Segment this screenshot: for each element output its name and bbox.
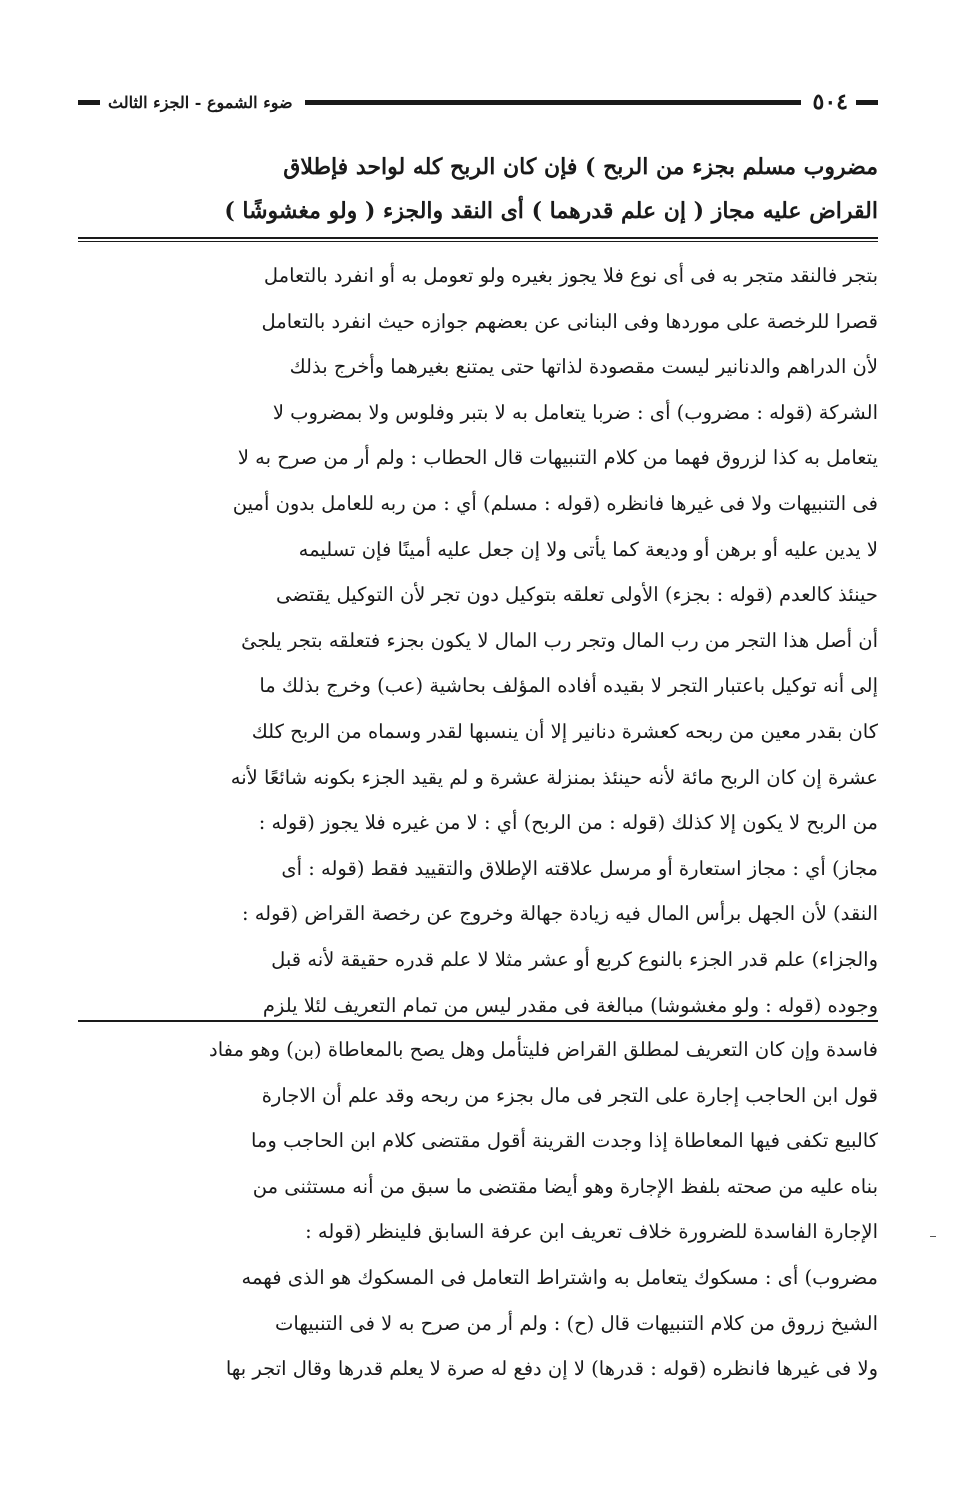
header-dash xyxy=(856,100,878,105)
margin-mark xyxy=(930,1236,936,1237)
book-title: ضوء الشموع - الجزء الثالث xyxy=(108,92,293,112)
commentary-line: وجوده (قوله : ولو مغشوشا) مبالغة فى مقدر ليس من تمام التعريف لئلا يلزم xyxy=(262,993,878,1017)
commentary-line: كالبيع تكفى فيها المعاطاة إذا وجدت القرينة أقول مقتضى كلام ابن الحاجب وما xyxy=(250,1129,878,1153)
commentary-line: يتعامل به كذا لزروق فهما من كلام التنبيهات قال الحطاب : ولم أر من صرح به لا xyxy=(237,446,878,470)
matn-line: مضروب مسلم بجزء من الربح ) فإن كان الربح كله لواحد فإطلاق xyxy=(283,154,878,180)
commentary-line: عشرة إن كان الربح مائة لأنه حينئذ بمنزلة عشرة و لم يقيد الجزء بكونه شائعًا لأنه xyxy=(230,765,878,789)
commentary-line: قصرا للرخصة على موردها وفى البنانى عن بعضهم جوازه حيث انفرد بالتعامل xyxy=(261,309,878,333)
commentary-line: كان بقدر معين من ربحه كعشرة دنانير إلا أن ينسبها لقدر وسماه من الربح كلك xyxy=(251,719,878,743)
commentary-line: حينئذ كالعدم (قوله : بجزء) الأولى تعلقه بتوكيل دون تجر لأن التوكيل يقتضى xyxy=(275,583,878,607)
commentary-line: الشيخ زروق من كلام التنبيهات قال (ح) : ولم أر من صرح به لا فى التنبيهات xyxy=(275,1311,878,1335)
commentary-line: لا يدين عليه أو برهن أو وديعة كما يأتى ولا إن جعل عليه أمينًا فإن تسليمه xyxy=(298,537,878,561)
header-rule xyxy=(305,100,801,105)
commentary-block-first xyxy=(78,253,878,1028)
commentary-line: من الربح لا يكون إلا كذلك (قوله : من الربح) أي : لا من غيره فلا يجوز (قوله : xyxy=(258,811,878,835)
commentary-line: قول ابن الحاجب إجارة على التجر فى مال بجزء من ربحه وقد علم أن الاجارة xyxy=(261,1083,878,1107)
commentary-line: فى التنبيهات ولا فى غيرها فانظره (قوله : مسلم) أي : من ربه للعامل بدون أمين xyxy=(232,491,878,515)
commentary-line: فاسدة وإن كان التعريف لمطلق القراض فليتأمل وهل يصح بالمعاطاة (بن) وهو مفاد xyxy=(209,1038,878,1061)
matn-text xyxy=(78,145,878,233)
commentary-line: الإجارة الفاسدة للضرورة خلاف تعريف ابن عرفة السابق فلينظر (قوله : xyxy=(305,1220,878,1244)
commentary-line: لأن الدراهم والدنانير ليست مقصودة لذاتها حتى يمتنع بغيرهما وأخرج بذلك xyxy=(289,355,878,379)
commentary-line: مضروب) أى : مسكوك يتعامل به واشتراط التعامل فى المسكوك هو الذى فهمه xyxy=(241,1265,878,1289)
commentary-line: النقد) لأن الجهل برأس المال فيه زيادة جهالة وخروج عن رخصة القراض (قوله : xyxy=(241,902,878,926)
commentary-line: أن أصل هذا التجر من رب المال وتجر رب المال لا يكون بجزء فتعلقه بتجر يلجئ xyxy=(241,628,878,652)
running-header xyxy=(78,84,878,120)
commentary-line: مجاز) أي : مجاز استعارة أو مرسل علاقته الإطلاق والتقييد فقط (قوله : أى xyxy=(281,856,878,880)
commentary-separator xyxy=(78,1020,878,1022)
commentary-line: إلى أنه توكيل باعتبار التجر لا بقيده أفاده المؤلف بحاشية (عب) وخرج بذلك ما xyxy=(259,674,878,698)
commentary-line: بناه عليه من صحته بلفظ الإجارة وهو أيضا مقتضى ما سبق من أنه مستثنى من xyxy=(252,1174,878,1198)
commentary-line: بتجر فالنقد متجر به فى أى نوع فلا يجوز بغيره ولو تعومل به أو انفرد بالتعامل xyxy=(263,264,878,287)
commentary-line: والجزاء) علم قدر الجزء بالنوع كربع أو عشر مثلا لا علم قدره حقيقة لأنه قبل xyxy=(271,947,878,971)
commentary-block-second xyxy=(78,1027,878,1392)
page-number: ٥٠٤ xyxy=(812,89,848,115)
matn-line: القراض عليه مجاز ( إن علم قدرهما ) أى النقد والجزء ( ولو مغشوشًا ) xyxy=(224,198,878,224)
matn-separator xyxy=(78,237,878,242)
commentary-line: ولا فى غيرها فانظره (قوله : قدرها) لا إن دفع له صرة لا يعلم قدرها وقال اتجر بها xyxy=(225,1357,878,1381)
header-dash xyxy=(78,100,100,105)
commentary-line: الشركة (قوله : مضروب) أى : ضربا يتعامل به لا بتبر وفلوس ولا بمضروب لا xyxy=(272,400,878,424)
